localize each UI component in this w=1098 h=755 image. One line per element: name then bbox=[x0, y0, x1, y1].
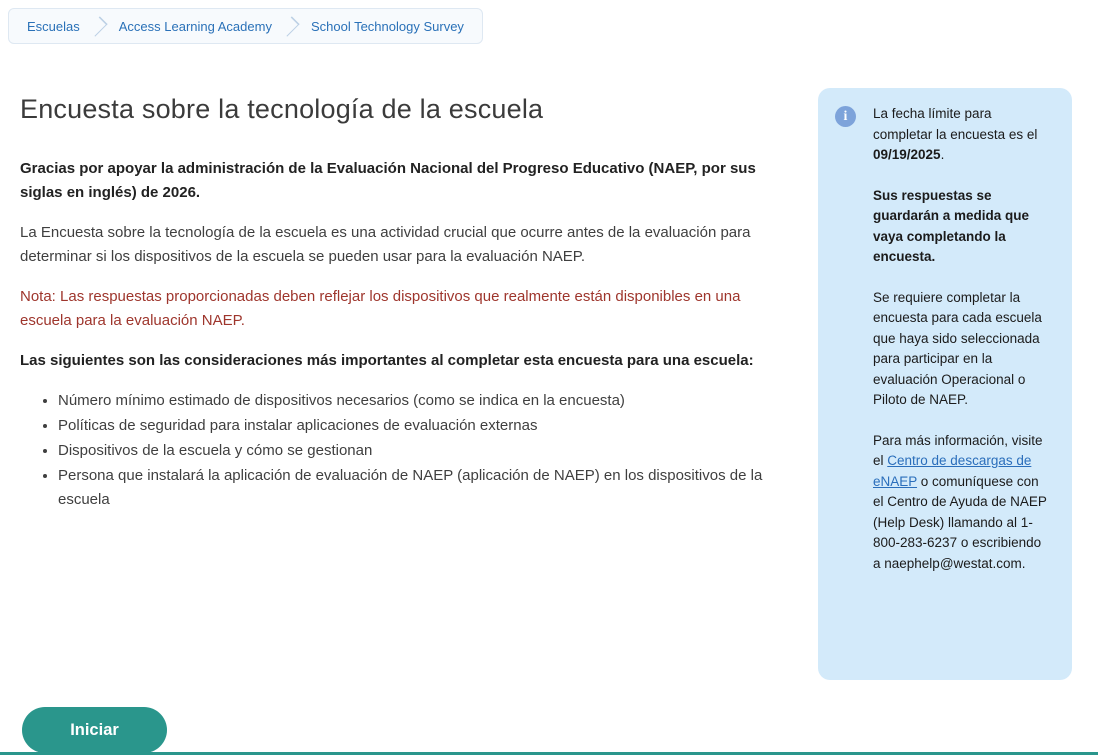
considerations-list bbox=[58, 389, 790, 512]
main-content bbox=[20, 88, 790, 513]
intro-paragraph: Gracias por apoyar la administración de la Evaluación Nacional del Progreso Educativo (NAEP, por sus siglas en inglés) de 2026. bbox=[20, 160, 756, 201]
list-item: • Número mínimo estimado de dispositivos necesarios (como se indica en la encuesta) bbox=[58, 389, 790, 413]
chevron-right-icon bbox=[279, 16, 299, 36]
deadline-date: 09/19/2025 bbox=[873, 147, 941, 162]
note-paragraph: Nota: Las respuestas proporcionadas deben reflejar los dispositivos que realmente están disponibles en una escuela para la evaluación NAEP. bbox=[20, 288, 741, 329]
chevron-right-icon bbox=[87, 16, 107, 36]
considerations-heading: Las siguientes son las consideraciones más importantes al completar esta encuesta para una escuela: bbox=[20, 352, 754, 369]
list-item: • Persona que instalará la aplicación de evaluación de NAEP (aplicación de NAEP) en los dispositivos de la escuela bbox=[58, 464, 790, 512]
enaep-download-center-link[interactable]: Centro de descargas de eNAEP bbox=[873, 453, 1032, 489]
more-info-text: Para más información, visite el Centro de descargas de eNAEP o comuníquese con el Centro de Ayuda de NAEP (Help Desk) llamando al 1-800-283-6237 o escribiendo a naephelp@westat.com. bbox=[873, 432, 1047, 571]
info-icon: i bbox=[835, 106, 856, 127]
page-layout bbox=[0, 88, 1098, 680]
breadcrumb bbox=[8, 8, 483, 44]
description-paragraph: La Encuesta sobre la tecnología de la escuela es una actividad crucial que ocurre antes de la evaluación para determinar si los dispositivos de la escuela se pueden usar para la evaluación NAEP. bbox=[20, 224, 751, 265]
breadcrumb-item-escuelas[interactable]: Escuelas bbox=[27, 18, 80, 34]
list-item: • Dispositivos de la escuela y cómo se gestionan bbox=[58, 439, 790, 463]
breadcrumb-item-school[interactable]: Access Learning Academy bbox=[118, 18, 272, 34]
autosave-note: Sus respuestas se guardarán a medida que vaya completando la encuesta. bbox=[873, 187, 1030, 264]
deadline-text: La fecha límite para completar la encuesta es el 09/19/2025. bbox=[873, 106, 1038, 162]
list-item: • Políticas de seguridad para instalar aplicaciones de evaluación externas bbox=[58, 414, 790, 438]
info-panel-body bbox=[873, 104, 1052, 574]
info-panel bbox=[818, 88, 1072, 680]
page-title: Encuesta sobre la tecnología de la escuela bbox=[20, 94, 544, 124]
requirement-note: Se requiere completar la encuesta para cada escuela que haya sido seleccionada para participar en la evaluación Operacional o Piloto de NAEP. bbox=[873, 289, 1042, 407]
breadcrumb-item-current: School Technology Survey bbox=[310, 18, 464, 34]
start-button[interactable]: Iniciar bbox=[22, 707, 167, 753]
